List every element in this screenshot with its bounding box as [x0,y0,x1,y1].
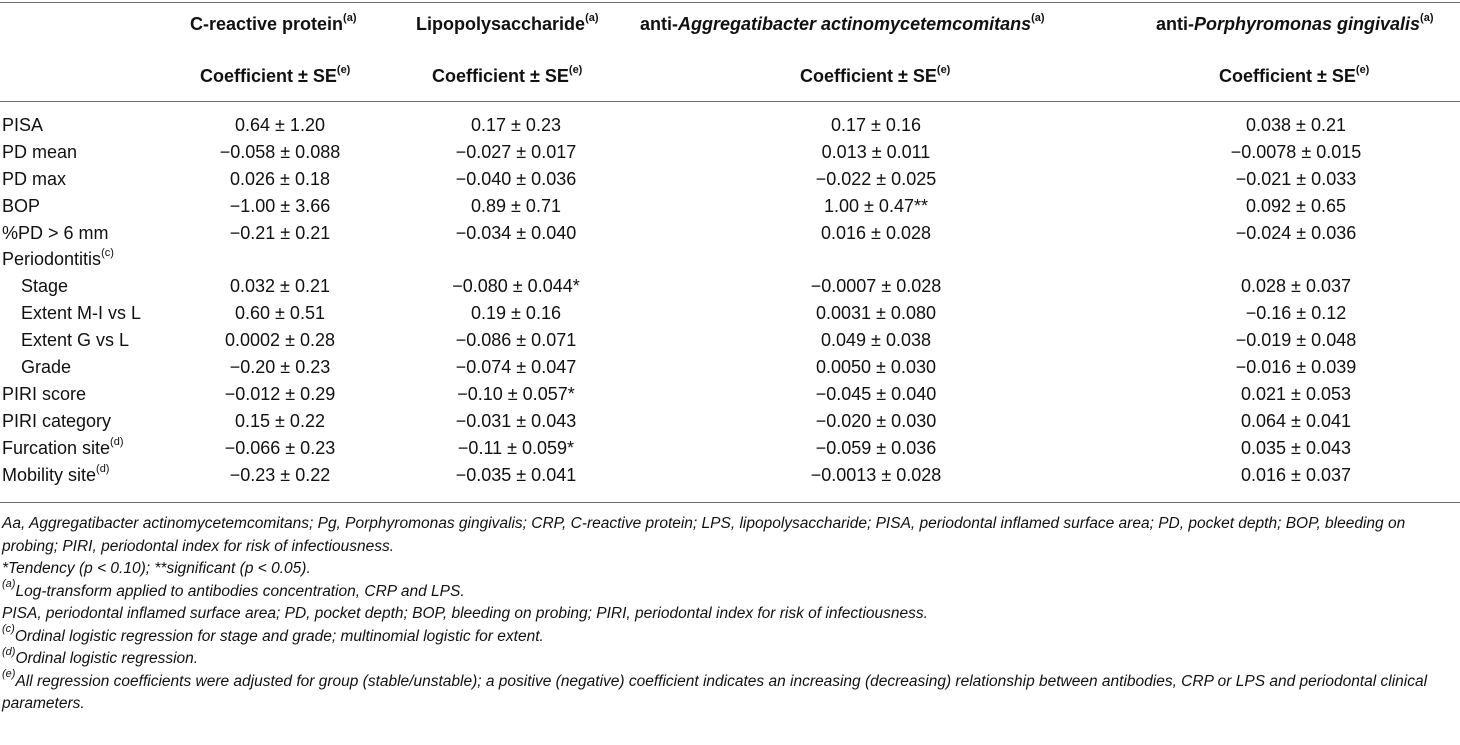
cell-lps: −0.027 ± 0.017 [455,141,577,162]
cell-crp: 0.0002 ± 0.28 [225,330,335,351]
cell-anti-pg: 0.028 ± 0.037 [1241,276,1351,297]
cell-anti-aa: −0.0007 ± 0.028 [810,276,942,297]
table-row [0,327,1460,354]
cell-anti-pg: 0.016 ± 0.037 [1241,464,1351,485]
subheader-crp: Coefficient ± $SE^{(e)}$ [200,64,351,86]
cell-anti-pg: 0.064 ± 0.041 [1241,410,1351,431]
row-label: PIRI score [2,383,87,404]
row-label: PD mean [2,141,78,162]
table-row [0,112,1460,139]
row-label: Extent M-I vs L [21,303,142,324]
cell-anti-pg: −0.019 ± 0.048 [1235,330,1357,351]
cell-lps: −0.040 ± 0.036 [455,168,577,189]
cell-crp: −0.23 ± 0.22 [229,464,331,485]
cell-anti-aa: 0.0031 ± 0.080 [816,303,936,324]
footnote-significance: *Tendency (p < 0.10); **significant (p < 0.05). [2,560,311,577]
cell-anti-pg: 0.021 ± 0.053 [1241,383,1351,404]
cell-lps: 0.89 ± 0.71 [471,195,561,216]
cell-anti-aa: 1.00 ± 0.47** [824,195,928,216]
table-bottom-rule [0,502,1460,503]
table-row [0,408,1460,435]
row-label: Stage [21,276,69,297]
table-row [0,273,1460,300]
cell-lps: −0.034 ± 0.040 [455,222,577,243]
table-row [0,462,1460,489]
cell-anti-pg: −0.0078 ± 0.015 [1230,141,1362,162]
table-body [0,112,1460,488]
cell-crp: 0.032 ± 0.21 [230,276,330,297]
row-label: PD max [2,168,67,189]
cell-anti-aa: −0.022 ± 0.025 [815,168,937,189]
cell-lps: −0.10 ± 0.057* [457,383,575,404]
column-header-crp: C-reactive protein$^{(a)}$ [190,12,357,34]
cell-anti-aa: 0.013 ± 0.011 [821,141,931,162]
cell-lps: 0.19 ± 0.16 [471,303,561,324]
cell-lps: −0.035 ± 0.041 [455,464,577,485]
cell-anti-pg: −0.016 ± 0.039 [1235,357,1357,378]
table-top-rule [0,2,1460,3]
column-header-anti-pg: anti-Porphyromonas gingivalis$^{(a)}$ [1156,12,1434,34]
cell-crp: 0.15 ± 0.22 [235,410,325,431]
cell-anti-aa: 0.049 ± 0.038 [821,330,931,351]
table-row [0,354,1460,381]
cell-lps: −0.11 ± 0.059* [457,437,575,458]
subheader-anti-pg: Coefficient ± $SE^{(e)}$ [1219,64,1370,86]
cell-crp: −0.012 ± 0.29 [224,383,336,404]
cell-anti-aa: 0.016 ± 0.028 [821,222,931,243]
cell-crp: −0.058 ± 0.088 [219,141,341,162]
cell-lps: −0.031 ± 0.043 [455,410,577,431]
row-label: BOP [2,195,41,216]
cell-anti-aa: −0.020 ± 0.030 [815,410,937,431]
table-row [0,193,1460,220]
cell-anti-pg: −0.021 ± 0.033 [1235,168,1357,189]
table-row [0,139,1460,166]
column-header-anti-aa: anti-Aggregatibacter actinomycetemcomitans$^{(a)}$ [640,12,1045,34]
cell-lps: 0.17 ± 0.23 [471,115,561,135]
footnote-c: $^{(c)}$Ordinal logistic regression for stage and grade; multinomial logistic for extent. [2,623,544,645]
subheader-lps: Coefficient ± $SE^{(e)}$ [432,64,583,86]
row-label: Extent G vs L [21,330,130,351]
cell-anti-pg: 0.035 ± 0.043 [1241,437,1351,458]
column-header-lps: Lipopolysaccharide$^{(a)}$ [416,12,599,34]
cell-anti-aa: −0.059 ± 0.036 [815,437,937,458]
cell-anti-pg: 0.092 ± 0.65 [1246,195,1346,216]
footnote-e: $^{(e)}$All regression coefficients were adjusted for group (stable/unstable); a positive (negative) coefficient indicates an increasing (decreasing) relationship between antibodies, CRP or LPS and periodontal clinical parameters. [2,668,1428,712]
cell-anti-pg: −0.024 ± 0.036 [1235,222,1357,243]
cell-crp: −0.21 ± 0.21 [229,222,331,243]
table-row [0,300,1460,327]
header-bottom-rule [0,101,1460,102]
table-row [0,220,1460,247]
row-label: %PD > 6 mm [2,222,109,243]
footnote-d: $^{(d)}$Ordinal logistic regression. [2,645,199,667]
row-label: PISA [2,115,44,135]
cell-anti-pg: −0.16 ± 0.12 [1245,303,1347,324]
table-row-group-heading [0,246,1460,273]
cell-crp: −0.20 ± 0.23 [229,357,331,378]
cell-crp: 0.64 ± 1.20 [235,115,325,135]
cell-lps: −0.080 ± 0.044* [452,276,580,297]
row-label: Grade [21,357,72,378]
table-row [0,381,1460,408]
row-label: Periodontitis$^{(c)}$ [2,247,114,270]
footnote-abbreviations-2: PISA, periodontal inflamed surface area; PD, pocket depth; BOP, bleeding on probing; PIRI, periodontal index for risk of infectiousness. [2,605,928,622]
cell-anti-aa: 0.0050 ± 0.030 [816,357,936,378]
table-row [0,435,1460,462]
cell-anti-aa: −0.0013 ± 0.028 [810,464,942,485]
cell-lps: −0.086 ± 0.071 [455,330,577,351]
cell-crp: 0.026 ± 0.18 [230,168,330,189]
row-label: PIRI category [2,410,112,431]
table-row [0,166,1460,193]
footnote-abbreviations: Aa, Aggregatibacter actinomycetemcomitans; Pg, Porphyromonas gingivalis; CRP, C-reactive protein; LPS, lipopolysaccharide; PISA, periodontal inflamed surface area; PD, pocket depth; BOP, bleeding on probing; PIRI, periodontal index for risk of infectiousness. [2,515,1406,555]
cell-crp: −0.066 ± 0.23 [224,437,336,458]
footnote-a: $^{(a)}$Log-transform applied to antibodies concentration, CRP and LPS. [2,578,465,600]
cell-crp: −1.00 ± 3.66 [229,195,331,216]
cell-lps: −0.074 ± 0.047 [455,357,577,378]
cell-anti-aa: −0.045 ± 0.040 [815,383,937,404]
cell-anti-aa: 0.17 ± 0.16 [831,115,921,135]
cell-crp: 0.60 ± 0.51 [235,303,325,324]
subheader-anti-aa: Coefficient ± $SE^{(e)}$ [800,64,951,86]
cell-anti-pg: 0.038 ± 0.21 [1246,115,1346,135]
row-label: Furcation site$^{(d)}$ [2,435,124,458]
row-label: Mobility site$^{(d)}$ [2,462,110,485]
table-footnotes [2,513,1456,716]
